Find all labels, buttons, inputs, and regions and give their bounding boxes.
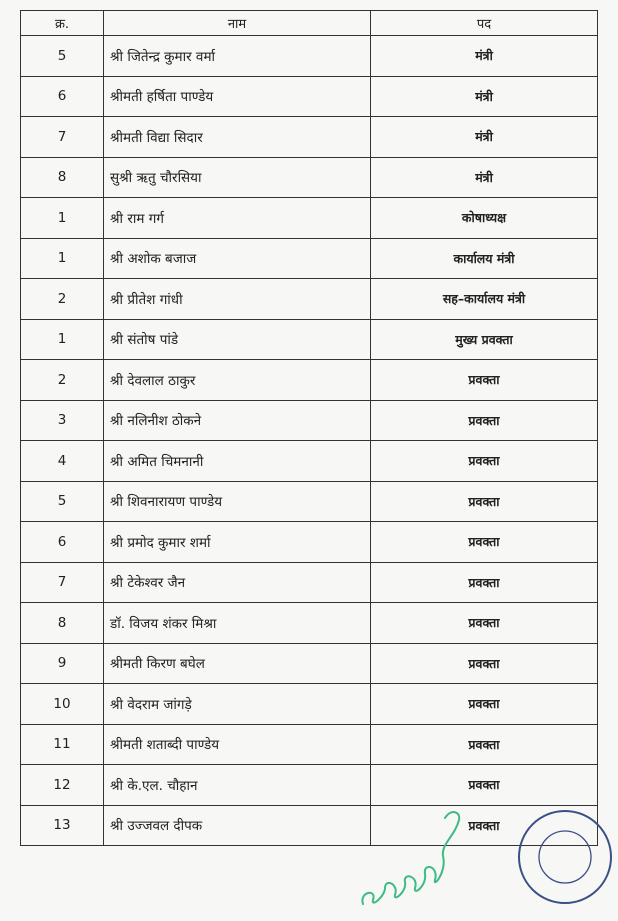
- serial-cell: 13: [21, 805, 104, 846]
- serial-cell: 11: [21, 724, 104, 765]
- serial-cell: 9: [21, 643, 104, 684]
- serial-cell: 1: [21, 238, 104, 279]
- table-row: [21, 481, 598, 522]
- name-cell: श्री टेकेश्वर जैन: [104, 562, 371, 603]
- post-cell: मुख्य प्रवक्ता: [371, 319, 598, 360]
- table-row: [21, 319, 598, 360]
- name-cell: श्रीमती हर्षिता पाण्डेय: [104, 76, 371, 117]
- name-cell: श्रीमती किरण बघेल: [104, 643, 371, 684]
- table-row: [21, 36, 598, 77]
- table-row: [21, 724, 598, 765]
- table-row: [21, 198, 598, 239]
- name-cell: सुश्री ऋतु चौरसिया: [104, 157, 371, 198]
- post-cell: प्रवक्ता: [371, 805, 598, 846]
- table-row: [21, 157, 598, 198]
- post-cell: मंत्री: [371, 157, 598, 198]
- serial-cell: 10: [21, 684, 104, 725]
- serial-cell: 12: [21, 765, 104, 806]
- table-row: [21, 643, 598, 684]
- serial-cell: 6: [21, 76, 104, 117]
- name-cell: श्री राम गर्ग: [104, 198, 371, 239]
- post-cell: कार्यालय मंत्री: [371, 238, 598, 279]
- name-cell: श्री प्रीतेश गांधी: [104, 279, 371, 320]
- post-cell: प्रवक्ता: [371, 603, 598, 644]
- name-cell: श्री के.एल. चौहान: [104, 765, 371, 806]
- table-row: [21, 562, 598, 603]
- table-row: [21, 441, 598, 482]
- post-cell: प्रवक्ता: [371, 360, 598, 401]
- post-cell: मंत्री: [371, 117, 598, 158]
- serial-cell: 7: [21, 562, 104, 603]
- serial-cell: 2: [21, 279, 104, 320]
- serial-cell: 6: [21, 522, 104, 563]
- table-row: [21, 684, 598, 725]
- post-cell: प्रवक्ता: [371, 481, 598, 522]
- name-cell: श्री अशोक बजाज: [104, 238, 371, 279]
- post-cell: कोषाध्यक्ष: [371, 198, 598, 239]
- post-cell: प्रवक्ता: [371, 562, 598, 603]
- table-row: [21, 279, 598, 320]
- post-cell: प्रवक्ता: [371, 400, 598, 441]
- name-cell: श्री उज्जवल दीपक: [104, 805, 371, 846]
- name-cell: श्री शिवनारायण पाण्डेय: [104, 481, 371, 522]
- post-cell: प्रवक्ता: [371, 643, 598, 684]
- serial-cell: 8: [21, 603, 104, 644]
- name-cell: श्री जितेन्द्र कुमार वर्मा: [104, 36, 371, 77]
- table-row: [21, 400, 598, 441]
- table-row: [21, 522, 598, 563]
- table-row: [21, 238, 598, 279]
- post-cell: मंत्री: [371, 76, 598, 117]
- table-row: [21, 360, 598, 401]
- serial-cell: 1: [21, 198, 104, 239]
- name-cell: श्री वेदराम जांगड़े: [104, 684, 371, 725]
- signature: [355, 800, 465, 915]
- table-header-row: [21, 11, 598, 36]
- header-name: नाम: [104, 11, 371, 36]
- post-cell: प्रवक्ता: [371, 684, 598, 725]
- post-cell: प्रवक्ता: [371, 765, 598, 806]
- name-cell: श्री अमित चिमनानी: [104, 441, 371, 482]
- party-office-seal: [515, 807, 615, 907]
- table-row: [21, 117, 598, 158]
- name-cell: श्री नलिनीश ठोकने: [104, 400, 371, 441]
- serial-cell: 5: [21, 481, 104, 522]
- table-row: [21, 76, 598, 117]
- serial-cell: 8: [21, 157, 104, 198]
- office-bearers-table: [20, 10, 598, 846]
- table-row: [21, 603, 598, 644]
- header-post: पद: [371, 11, 598, 36]
- name-cell: श्री देवलाल ठाकुर: [104, 360, 371, 401]
- post-cell: मंत्री: [371, 36, 598, 77]
- serial-cell: 5: [21, 36, 104, 77]
- header-serial: क्र.: [21, 11, 104, 36]
- table-row: [21, 805, 598, 846]
- post-cell: प्रवक्ता: [371, 522, 598, 563]
- name-cell: श्री संतोष पांडे: [104, 319, 371, 360]
- serial-cell: 7: [21, 117, 104, 158]
- post-cell: प्रवक्ता: [371, 441, 598, 482]
- name-cell: श्रीमती विद्या सिदार: [104, 117, 371, 158]
- name-cell: डॉ. विजय शंकर मिश्रा: [104, 603, 371, 644]
- table-row: [21, 765, 598, 806]
- name-cell: श्रीमती शताब्दी पाण्डेय: [104, 724, 371, 765]
- serial-cell: 1: [21, 319, 104, 360]
- serial-cell: 3: [21, 400, 104, 441]
- post-cell: प्रवक्ता: [371, 724, 598, 765]
- name-cell: श्री प्रमोद कुमार शर्मा: [104, 522, 371, 563]
- post-cell: सह–कार्यालय मंत्री: [371, 279, 598, 320]
- serial-cell: 4: [21, 441, 104, 482]
- serial-cell: 2: [21, 360, 104, 401]
